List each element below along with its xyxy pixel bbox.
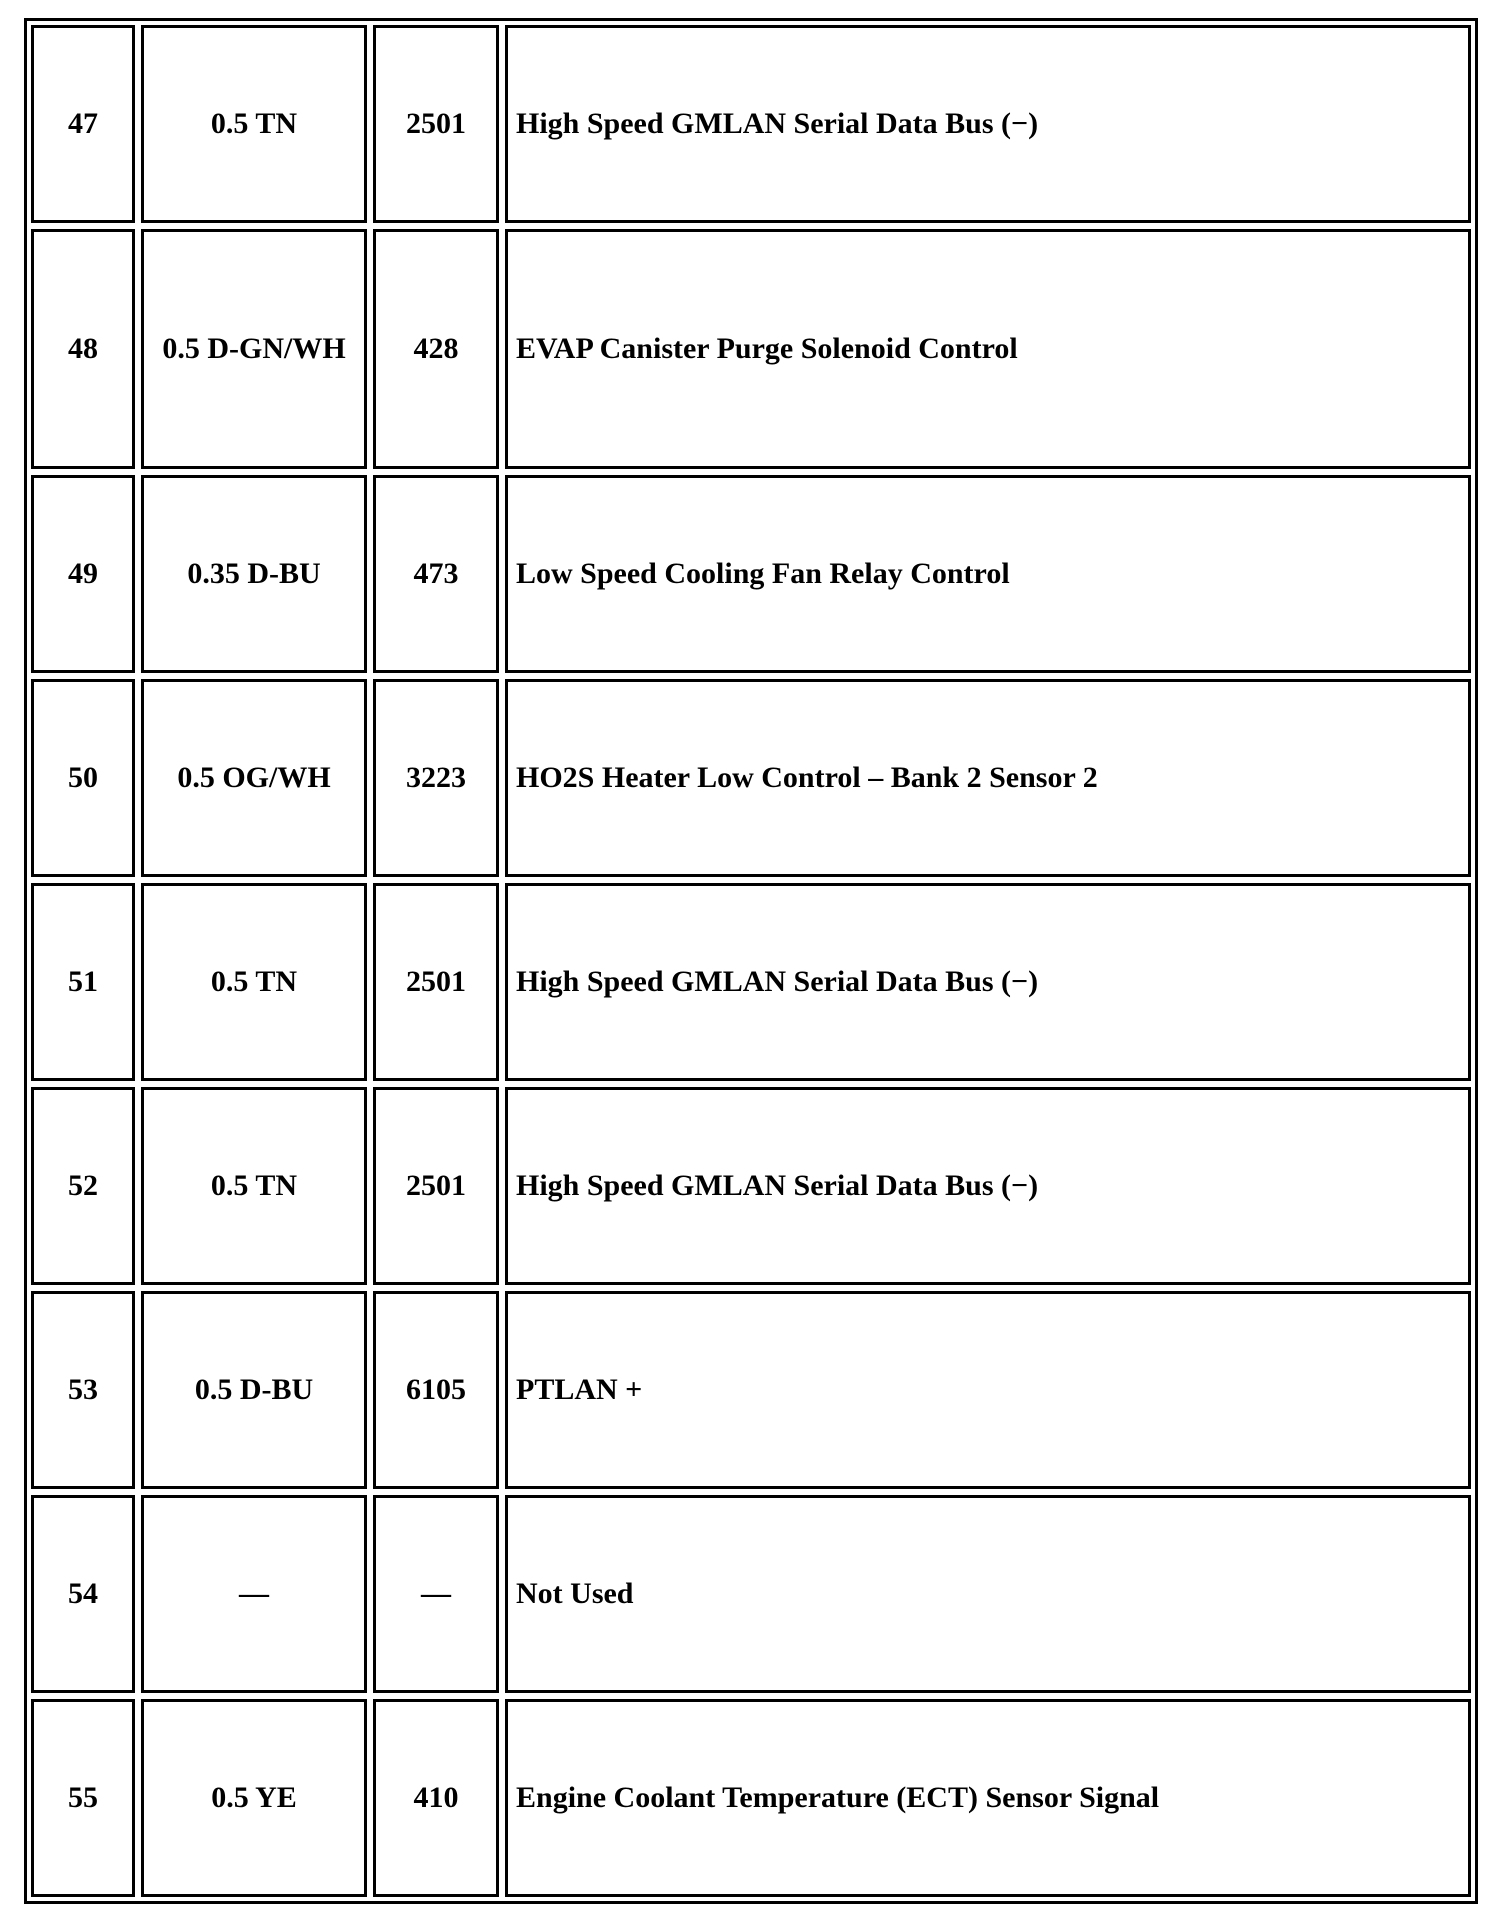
circuit-cell [373, 229, 499, 469]
function-cell-text: High Speed GMLAN Serial Data Bus (−) [516, 1169, 1039, 1203]
table-row [31, 1495, 1471, 1693]
wire-color-cell-text: — [239, 1577, 269, 1611]
circuit-cell [373, 1291, 499, 1489]
pin-cell-text: 49 [68, 557, 98, 591]
circuit-cell-text: — [421, 1577, 451, 1611]
wire-color-cell [141, 25, 367, 223]
circuit-cell [373, 1495, 499, 1693]
wire-color-cell-text: 0.5 YE [211, 1781, 297, 1815]
function-cell [505, 229, 1471, 469]
pinout-table-body [31, 25, 1471, 1897]
pin-cell [31, 475, 135, 673]
pin-cell-text: 54 [68, 1577, 98, 1611]
function-cell-text: HO2S Heater Low Control – Bank 2 Sensor 2 [516, 761, 1098, 795]
circuit-cell [373, 679, 499, 877]
pin-cell [31, 25, 135, 223]
circuit-cell [373, 1087, 499, 1285]
wire-color-cell [141, 1087, 367, 1285]
table-row [31, 1291, 1471, 1489]
table-row [31, 25, 1471, 223]
wire-color-cell-text: 0.5 D-GN/WH [162, 332, 346, 366]
pin-cell [31, 1087, 135, 1285]
pin-cell [31, 229, 135, 469]
pin-cell-text: 51 [68, 965, 98, 999]
function-cell-text: High Speed GMLAN Serial Data Bus (−) [516, 965, 1039, 999]
circuit-cell-text: 410 [413, 1781, 459, 1815]
wire-color-cell [141, 679, 367, 877]
circuit-cell-text: 6105 [406, 1373, 466, 1407]
pin-cell [31, 883, 135, 1081]
wire-color-cell [141, 883, 367, 1081]
wire-color-cell [141, 229, 367, 469]
function-cell-text: Not Used [516, 1577, 634, 1611]
wire-color-cell [141, 1699, 367, 1897]
circuit-cell-text: 3223 [406, 761, 466, 795]
pin-cell [31, 1291, 135, 1489]
pin-cell-text: 48 [68, 332, 98, 366]
function-cell-text: PTLAN + [516, 1373, 643, 1407]
function-cell-text: Low Speed Cooling Fan Relay Control [516, 557, 1010, 591]
pin-cell [31, 679, 135, 877]
circuit-cell [373, 883, 499, 1081]
pin-cell [31, 1699, 135, 1897]
wire-color-cell [141, 1291, 367, 1489]
function-cell-text: EVAP Canister Purge Solenoid Control [516, 332, 1018, 366]
wire-color-cell [141, 475, 367, 673]
pin-cell-text: 55 [68, 1781, 98, 1815]
table-row [31, 475, 1471, 673]
function-cell-text: Engine Coolant Temperature (ECT) Sensor Signal [516, 1781, 1160, 1815]
table-row [31, 1699, 1471, 1897]
pin-cell-text: 47 [68, 107, 98, 141]
circuit-cell [373, 475, 499, 673]
function-cell [505, 475, 1471, 673]
wire-color-cell-text: 0.35 D-BU [187, 557, 321, 591]
wire-color-cell-text: 0.5 TN [210, 1169, 298, 1203]
circuit-cell-text: 2501 [406, 107, 466, 141]
function-cell [505, 25, 1471, 223]
wire-color-cell-text: 0.5 D-BU [194, 1373, 314, 1407]
pin-cell-text: 53 [68, 1373, 98, 1407]
function-cell [505, 1291, 1471, 1489]
function-cell [505, 1495, 1471, 1693]
table-row [31, 883, 1471, 1081]
circuit-cell-text: 2501 [406, 965, 466, 999]
function-cell [505, 1087, 1471, 1285]
pin-cell-text: 50 [68, 761, 98, 795]
wire-color-cell-text: 0.5 OG/WH [177, 761, 331, 795]
wire-color-cell-text: 0.5 TN [210, 965, 298, 999]
pinout-table-frame [24, 18, 1478, 1904]
table-row [31, 229, 1471, 469]
pinout-table [25, 19, 1477, 1903]
function-cell [505, 1699, 1471, 1897]
wire-color-cell [141, 1495, 367, 1693]
circuit-cell [373, 1699, 499, 1897]
pin-cell-text: 52 [68, 1169, 98, 1203]
table-row [31, 679, 1471, 877]
pin-cell [31, 1495, 135, 1693]
function-cell [505, 883, 1471, 1081]
wire-color-cell-text: 0.5 TN [210, 107, 298, 141]
circuit-cell [373, 25, 499, 223]
circuit-cell-text: 2501 [406, 1169, 466, 1203]
table-row [31, 1087, 1471, 1285]
function-cell-text: High Speed GMLAN Serial Data Bus (−) [516, 107, 1039, 141]
circuit-cell-text: 428 [413, 332, 459, 366]
function-cell [505, 679, 1471, 877]
circuit-cell-text: 473 [413, 557, 459, 591]
